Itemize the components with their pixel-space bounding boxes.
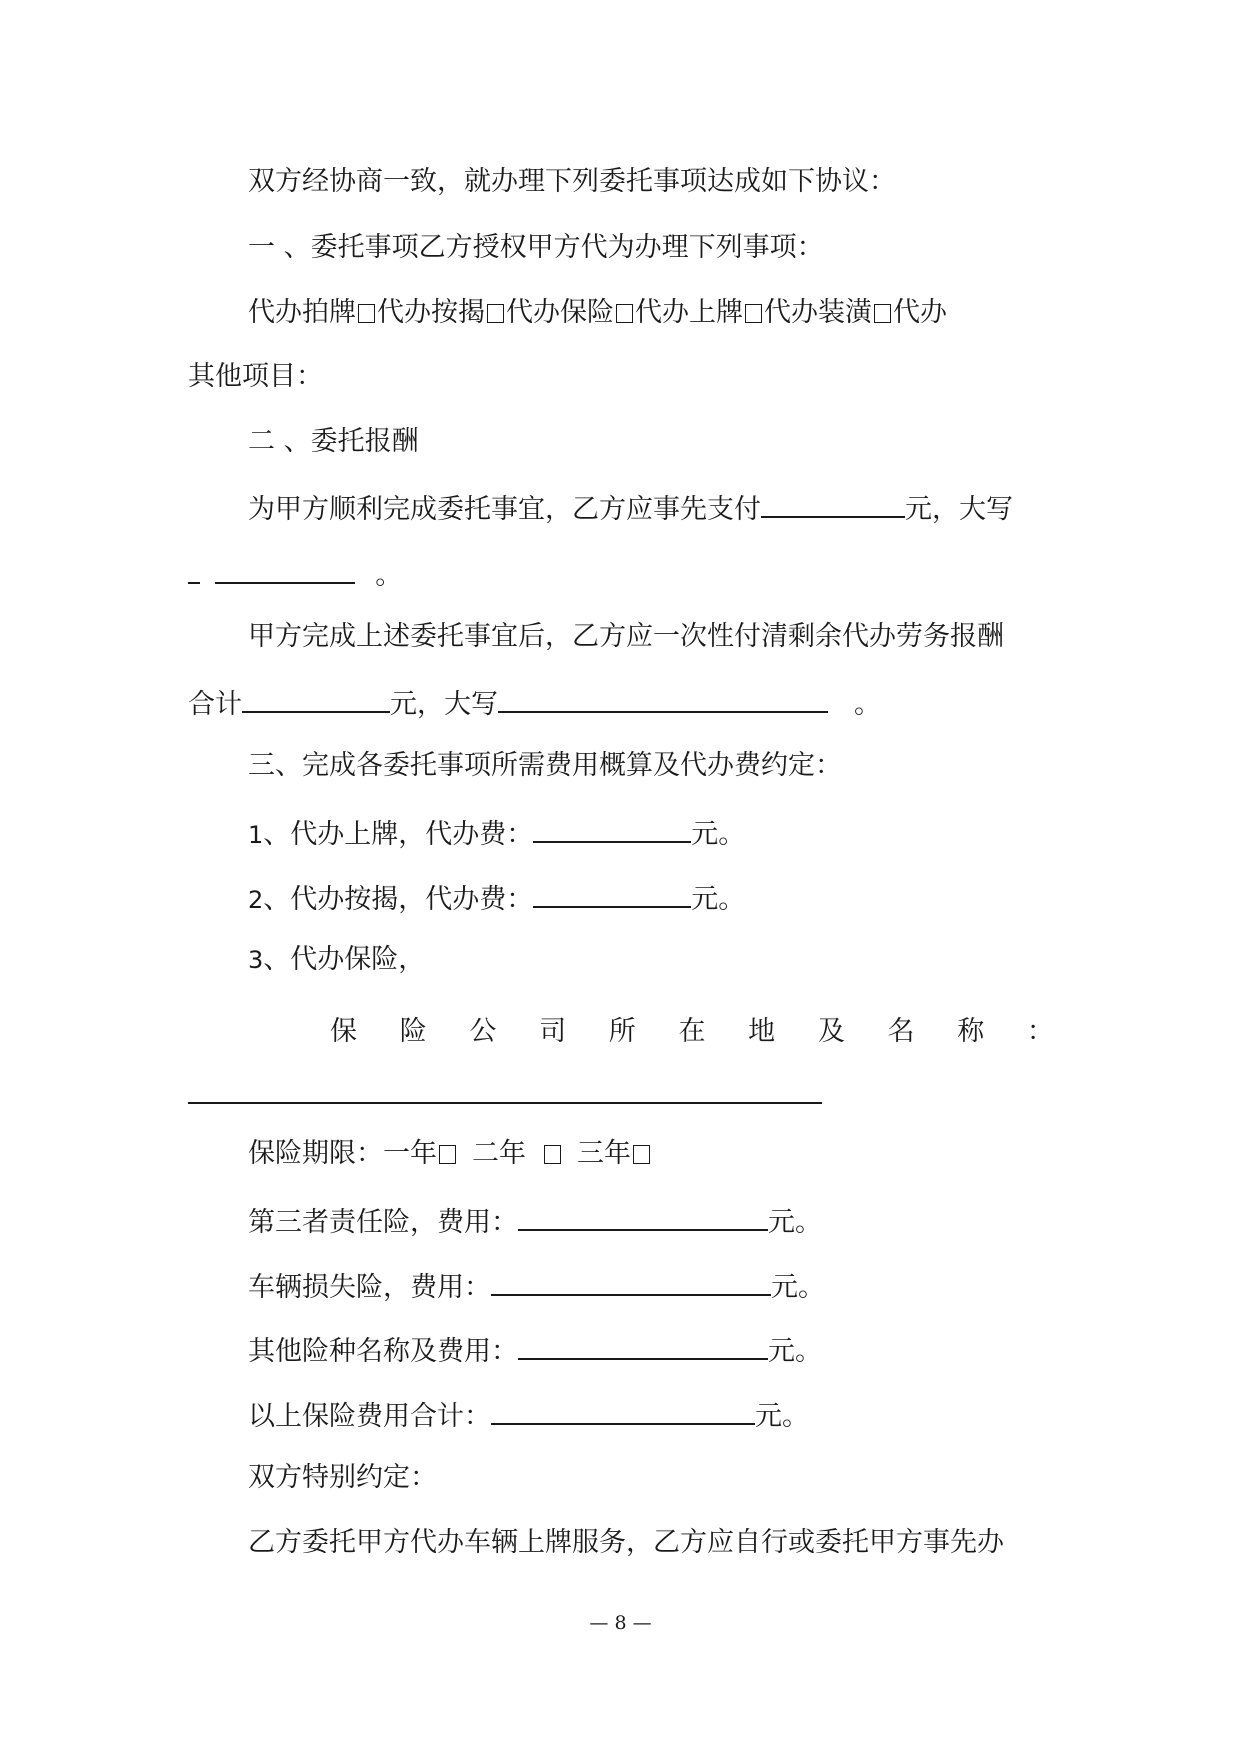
label-char: 在 — [678, 1016, 706, 1047]
period: 。 — [375, 560, 403, 591]
unit: 元。 — [768, 1336, 822, 1367]
payment-text: 元，大写 — [390, 689, 498, 720]
fee-label: 其他险种名称及费用： — [248, 1336, 518, 1367]
term-option: 三年 — [577, 1138, 631, 1169]
label-char: 公 — [469, 1016, 497, 1047]
insurance-term — [248, 1134, 652, 1174]
third-party-line — [248, 1199, 822, 1243]
item-number: 3 — [248, 946, 264, 974]
item-number: 2 — [248, 886, 264, 914]
label-char: ： — [1026, 1016, 1054, 1047]
fee-label: 以上保险费用合计： — [248, 1401, 491, 1432]
payment-line-1-cont — [188, 552, 402, 596]
label-char: 名 — [887, 1016, 915, 1047]
label-char: 保 — [330, 1016, 357, 1047]
unit: 元。 — [755, 1401, 809, 1432]
option-label: 代办按揭 — [377, 297, 485, 328]
term-label: 保险期限： — [248, 1138, 383, 1169]
option-label: 代办装潢 — [764, 297, 872, 328]
period: 。 — [854, 689, 881, 720]
checkbox[interactable] — [745, 304, 762, 323]
unit: 元。 — [771, 1272, 825, 1303]
option-label: 代办上牌 — [635, 297, 743, 328]
fee-label: 车辆损失险，费用： — [248, 1272, 491, 1303]
fee-item-3 — [248, 940, 425, 980]
fee-item-2 — [248, 876, 745, 920]
item-text: 、代办按揭，代办费： — [263, 884, 534, 915]
section-1-title: 一 、委托事项乙方授权甲方代为办理下列事项： — [248, 232, 824, 263]
section-2-title: 二 、委托报酬 — [248, 426, 419, 457]
payment-line-1 — [248, 486, 1013, 530]
other-insurance-line — [248, 1328, 822, 1372]
payment-line-2: 甲方完成上述委托事宜后，乙方应一次性付清剩余代办劳务报酬 — [248, 621, 1004, 652]
payment-text: 合计 — [188, 689, 242, 720]
label-char: 所 — [608, 1016, 636, 1047]
unit: 元。 — [768, 1207, 822, 1238]
insurer-label — [330, 1012, 1054, 1052]
amount-words-blank[interactable] — [215, 552, 355, 584]
checkbox[interactable] — [487, 304, 504, 323]
unit: 元。 — [691, 819, 746, 850]
label-char: 称 — [957, 1016, 985, 1047]
checkbox[interactable] — [874, 304, 891, 323]
fee-item-1 — [248, 811, 745, 855]
item-number: 1 — [248, 821, 264, 849]
insurer-blank[interactable] — [188, 1102, 822, 1104]
option-label: 代办拍牌 — [248, 297, 356, 328]
label-char: 及 — [817, 1016, 845, 1047]
paragraph-last: 乙方委托甲方代办车辆上牌服务，乙方应自行或委托甲方事先办 — [248, 1527, 1004, 1558]
options-continuation: 其他项目： — [188, 361, 323, 392]
special-agreement-title: 双方特别约定： — [248, 1462, 437, 1493]
checkbox[interactable] — [616, 304, 633, 323]
fee-blank[interactable] — [518, 1328, 768, 1360]
payment-line-2-cont — [188, 681, 881, 725]
checkbox[interactable] — [633, 1145, 650, 1164]
payment-text: 元，大写 — [905, 494, 1013, 525]
amount-words-blank[interactable] — [188, 552, 200, 584]
amount-blank[interactable] — [761, 486, 905, 518]
term-option: 二年 — [472, 1138, 526, 1169]
label-char: 地 — [748, 1016, 776, 1047]
fee-blank[interactable] — [518, 1199, 768, 1231]
amount-blank[interactable] — [242, 681, 390, 713]
fee-blank[interactable] — [491, 1393, 755, 1425]
unit: 元。 — [691, 884, 746, 915]
checkbox[interactable] — [358, 304, 375, 323]
term-option: 一年 — [383, 1138, 437, 1169]
checkbox[interactable] — [439, 1145, 456, 1164]
paragraph-intro: 双方经协商一致，就办理下列委托事项达成如下协议： — [248, 166, 896, 197]
page-number: — 8 — — [589, 1612, 652, 1634]
item-text: 、代办保险， — [263, 944, 426, 975]
payment-text: 为甲方顺利完成委托事宜，乙方应事先支付 — [248, 494, 761, 525]
amount-words-blank[interactable] — [498, 681, 828, 713]
label-char: 险 — [399, 1016, 427, 1047]
fee-blank[interactable] — [533, 876, 691, 908]
fee-blank[interactable] — [491, 1264, 771, 1296]
option-label: 代办保险 — [506, 297, 614, 328]
item-text: 、代办上牌，代办费： — [263, 819, 534, 850]
checkbox[interactable] — [544, 1145, 561, 1164]
options-line — [248, 293, 947, 333]
fee-blank[interactable] — [533, 811, 691, 843]
label-char: 司 — [539, 1016, 567, 1047]
vehicle-loss-line — [248, 1264, 825, 1308]
insurance-total-line — [248, 1393, 809, 1437]
section-3-title: 三、完成各委托事项所需费用概算及代办费约定： — [248, 750, 842, 781]
option-label: 代办 — [893, 297, 947, 328]
fee-label: 第三者责任险，费用： — [248, 1207, 518, 1238]
